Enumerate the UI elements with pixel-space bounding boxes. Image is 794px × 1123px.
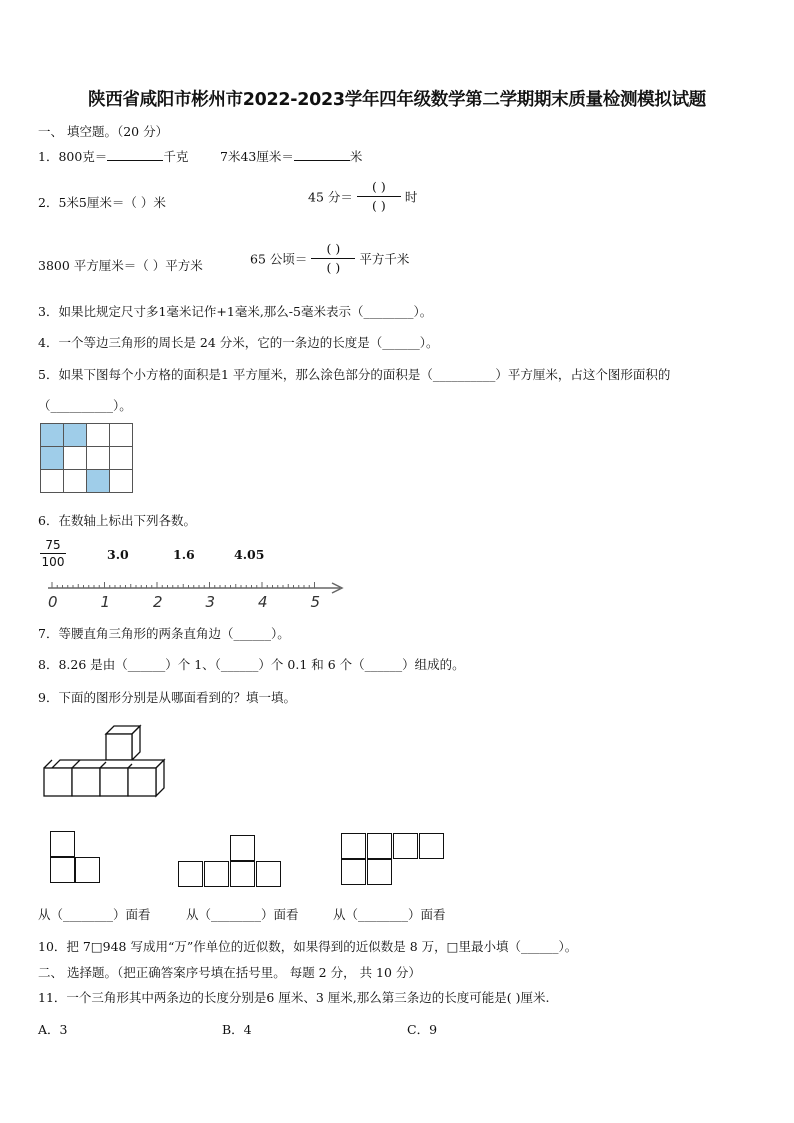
question-9: 9．下面的图形分别是从哪面看到的？填一填。: [38, 690, 296, 705]
question-1b: [220, 147, 362, 165]
denominator-blank[interactable]: ( ): [326, 260, 341, 275]
value-3-0: 3.0: [107, 547, 129, 562]
answer-blank[interactable]: [107, 148, 163, 161]
value-4-05: 4.05: [234, 547, 265, 562]
section-1-heading: 一、 填空题。（20 分）: [38, 124, 169, 139]
grid-cell: [87, 424, 110, 447]
shaded-cell: [64, 424, 87, 447]
view-answer-2: 从（________）面看: [186, 907, 299, 922]
view-square: [256, 861, 281, 887]
question-1: [38, 147, 188, 165]
fraction-blank[interactable]: [357, 178, 401, 215]
view-square: [50, 857, 75, 883]
section-2-heading: 二、 选择题。（把正确答案序号填在括号里。 每题 2 分， 共 10 分）: [38, 965, 421, 980]
answer-blank[interactable]: [294, 148, 350, 161]
view-square: [341, 833, 366, 859]
value-1-6: 1.6: [173, 547, 195, 562]
option-c[interactable]: C．9: [407, 1022, 438, 1037]
question-5-line1: 5．如果下图每个小方格的面积是1 平方厘米，那么涂色部分的面积是（__________）平方厘米，占这个图形面积的: [38, 367, 671, 382]
number-line-label: 3: [205, 593, 216, 611]
question-4: 4．一个等边三角形的周长是 24 分米，它的一条边的长度是（______）。: [38, 335, 439, 350]
area-grid-figure: [40, 423, 133, 493]
q1b-text: 7米43厘米＝: [220, 149, 294, 164]
cube-stack-figure: [40, 722, 170, 802]
view-square: [230, 861, 255, 887]
grid-cell: [110, 470, 133, 493]
q2d-unit: 平方千米: [359, 251, 410, 267]
page-title: 陕西省咸阳市彬州市2022-2023学年四年级数学第二学期期末质量检测模拟试题: [88, 90, 706, 110]
numerator-blank[interactable]: ( ): [372, 179, 386, 194]
view-square: [178, 861, 203, 887]
q1a-unit: 千克: [163, 149, 189, 164]
q2b-text: 45 分＝: [308, 189, 353, 205]
question-11: 11．一个三角形其中两条边的长度分别是6 厘米、3 厘米,那么第三条边的长度可能是( )厘米.: [38, 990, 550, 1005]
numerator-blank[interactable]: ( ): [326, 241, 341, 256]
question-2c: 3800 平方厘米＝（ ）平方米: [38, 258, 203, 273]
shaded-cell: [41, 424, 64, 447]
denominator: 100: [41, 555, 65, 569]
view-square: [393, 833, 418, 859]
question-8: 8．8.26 是由（______）个 1、（______）个 0.1 和 6 个（______）组成的。: [38, 657, 465, 672]
view-square: [419, 833, 444, 859]
grid-cell: [110, 447, 133, 470]
grid-cell: [87, 447, 110, 470]
fraction-75-100: [40, 537, 66, 570]
question-2d: [250, 240, 409, 277]
grid-cell: [64, 447, 87, 470]
view-square: [230, 835, 255, 861]
view-square: [367, 859, 392, 885]
numerator: 75: [45, 538, 61, 552]
shaded-cell: [87, 470, 110, 493]
view-answer-1: 从（________）面看: [38, 907, 151, 922]
q2b-unit: 时: [404, 189, 418, 205]
number-line-label: 5: [310, 593, 321, 611]
grid-cell: [41, 470, 64, 493]
question-10: 10．把 7□948 写成用“万”作单位的近似数，如果得到的近似数是 8 万，□里最小填（______）。: [38, 939, 578, 954]
number-line-label: 1: [100, 593, 111, 611]
number-line-label: 0: [48, 593, 58, 611]
option-a[interactable]: A．3: [38, 1022, 68, 1037]
question-3: 3．如果比规定尺寸多1毫米记作+1毫米,那么-5毫米表示（________）。: [38, 304, 433, 319]
question-6: 6．在数轴上标出下列各数。: [38, 513, 196, 528]
question-5-line2: （__________）。: [38, 398, 132, 413]
q1a-text: 1．800克＝: [38, 149, 108, 164]
question-2b: [308, 178, 417, 215]
option-b[interactable]: B．4: [222, 1022, 252, 1037]
number-line: [44, 578, 348, 598]
shaded-cell: [41, 447, 64, 470]
view-square: [204, 861, 229, 887]
question-2a: 2．5米5厘米＝（ ）米: [38, 195, 166, 210]
fraction-blank[interactable]: [311, 240, 355, 277]
view-square: [367, 833, 392, 859]
view-answer-3: 从（________）面看: [333, 907, 446, 922]
view-square: [75, 857, 100, 883]
question-7: 7．等腰直角三角形的两条直角边（______）。: [38, 626, 290, 641]
q2d-text: 65 公顷＝: [250, 251, 308, 267]
denominator-blank[interactable]: ( ): [372, 198, 386, 213]
view-square: [341, 859, 366, 885]
number-line-label: 4: [258, 593, 268, 611]
number-line-label: 2: [153, 593, 163, 611]
grid-cell: [110, 424, 133, 447]
grid-cell: [64, 470, 87, 493]
view-square: [50, 831, 75, 857]
q1b-unit: 米: [349, 149, 363, 164]
